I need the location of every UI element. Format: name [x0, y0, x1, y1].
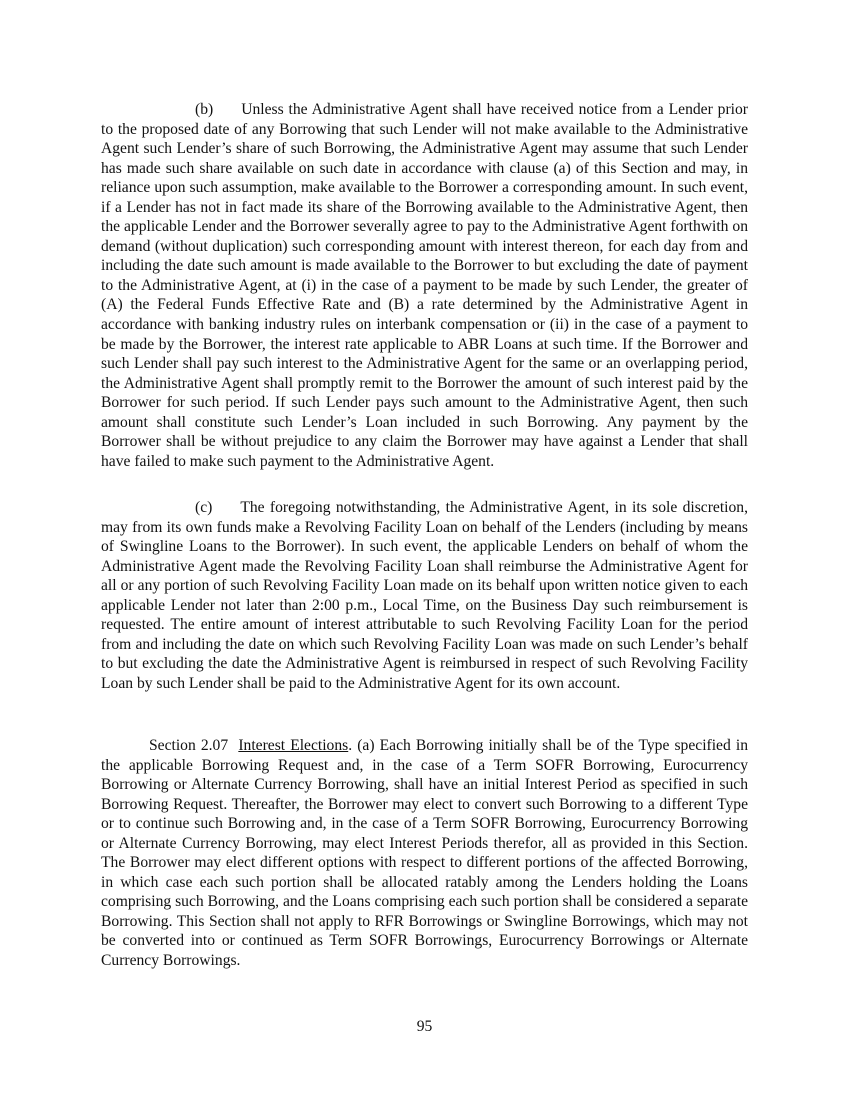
section-heading: Interest Elections — [238, 737, 349, 754]
section-heading-punct: . — [348, 737, 353, 754]
section-number: Section 2.07 — [149, 737, 229, 754]
paragraph-b-text: Unless the Administrative Agent shall have received notice from a Lender prior to the proposed date of any Borrowing that such Lender will not make available to the Administrative Agent such Lender’s share of such Borrowing, the Administrative Agent may assume that such Lender has made such share available on such date in accordance with clause (a) of this Section and may, in reliance upon such assumption, make available to the Borrower a corresponding amount. In such event, if a Lender has not in fact made its share of the Borrowing available to the Administrative Agent, then the applicable Lender and the Borrower severally agree to pay to the Administrative Agent forthwith on demand (without duplication) such corresponding amount with interest thereon, for each day from and including the date such amount is made available to the Borrower to but excluding the date of payment to the Administrative Agent, at (i) in the case of a payment to be made by such Lender, the greater of (A) the Federal Funds Effective Rate and (B) a rate determined by the Administrative Agent in accordance with banking industry rules on interbank compensation or (ii) in the case of a payment to be made by the Borrower, the interest rate applicable to ABR Loans at such time. If the Borrower and such Lender shall pay such interest to the Administrative Agent for the same or an overlapping period, the Administrative Agent shall promptly remit to the Borrower the amount of such interest paid by the Borrower for such period. If such Lender pays such amount to the Administrative Agent, then such amount shall constitute such Lender’s Loan included in such Borrowing. Any payment by the Borrower shall be without prejudice to any claim the Borrower may have against a Lender that shall have failed to make such payment to the Administrative Agent. — [101, 101, 748, 470]
paragraph-c-text: The foregoing notwithstanding, the Administrative Agent, in its sole discretion, may from its own funds make a Revolving Facility Loan on behalf of the Lenders (including by means of Swingline Loans to the Borrower). In such event, the applicable Lenders on behalf of whom the Administrative Agent made the Revolving Facility Loan shall reimburse the Administrative Agent for all or any portion of such Revolving Facility Loan made on its behalf upon written notice given to each applicable Lender not later than 2:00 p.m., Local Time, on the Business Day such reimbursement is requested. The entire amount of interest attributable to such Revolving Facility Loan for the period from and including the date on which such Revolving Facility Loan was made on such Lender’s behalf to but excluding the date the Administrative Agent is reimbursed in respect of such Revolving Facility Loan by such Lender shall be paid to the Administrative Agent for its own account. — [101, 499, 748, 692]
paragraph-c — [101, 498, 748, 693]
paragraph-c-label: (c) — [195, 499, 213, 516]
section-2-07-text: (a) Each Borrowing initially shall be of the Type specified in the applicable Borrowing Request and, in the case of a Term SOFR Borrowing, Eurocurrency Borrowing or Alternate Currency Borrowing, shall have an initial Interest Period as specified in such Borrowing Request. Thereafter, the Borrower may elect to convert such Borrowing to a different Type or to continue such Borrowing and, in the case of a Term SOFR Borrowing, Eurocurrency Borrowing or Alternate Currency Borrowing, may elect Interest Periods therefor, all as provided in this Section. The Borrower may elect different options with respect to different portions of the affected Borrowing, in which case each such portion shall be allocated ratably among the Lenders holding the Loans comprising such Borrowing, and the Loans comprising each such portion shall be considered a separate Borrowing. This Section shall not apply to RFR Borrowings or Swingline Borrowings, which may not be converted into or continued as Term SOFR Borrowings, Eurocurrency Borrowings or Alternate Currency Borrowings. — [101, 737, 748, 970]
section-2-07 — [101, 736, 748, 971]
page-number: 95 — [416, 1018, 433, 1035]
paragraph-b — [101, 100, 748, 471]
paragraph-b-label: (b) — [195, 101, 214, 118]
